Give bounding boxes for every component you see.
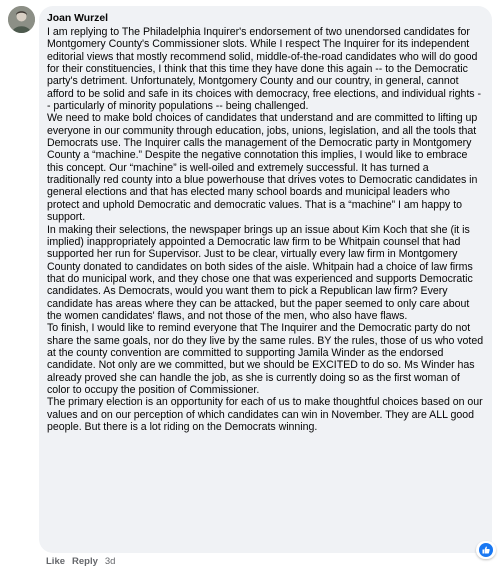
avatar-photo-icon <box>8 6 35 33</box>
avatar[interactable] <box>8 6 35 33</box>
like-icon <box>479 543 493 557</box>
comment-body <box>47 26 484 433</box>
comment-paragraph-1: I am replying to The Philadelphia Inquirer's endorsement of two unendorsed candidates for Montgomery County's Commissioner slots. While I respect The Inquirer for its independent editorial views that mostly recommend solid, middle-of-the-road candidates who will do good for their constituencies, I think that this time they have done this again -- to the Democratic party's detriment. Unfortunately, Montgomery County and our country, in general, cannot afford to be solid and safe in its choices with democracy, free elections, and individual rights -- particularly of minority populations -- being challenged. <box>47 26 481 113</box>
comment-paragraph-2: We need to make bold choices of candidates that understand and are committed to lifting up everyone in our community through education, jobs, unions, legislation, and all the tools that Democrats use. The Inquirer calls the management of the Democratic party in Montgomery County a “machine.” Despite the negative connotation this implies, I would like to embrace this concept. Our “machine” is well-oiled and extremely successful. It has turned a traditionally red county into a blue powerhouse that drives votes to Democratic candidates in general elections and that has elected many school boards and municipal leaders who protect and uphold Democratic and democratic values. That is a “machine” I am happy to support. <box>47 112 478 224</box>
comment-author[interactable]: Joan Wurzel <box>47 13 109 24</box>
comment-timestamp[interactable]: 3d <box>104 556 116 567</box>
reaction-badge[interactable] <box>476 541 496 559</box>
reply-button[interactable]: Reply <box>72 556 98 567</box>
comment-bubble <box>39 6 492 553</box>
like-button[interactable]: Like <box>46 556 66 567</box>
comment-paragraph-3: In making their selections, the newspaper brings up an issue about Kim Koch that she (it is implied) inappropriately appointed a Democratic law firm to be Whitpain counsel that had supported her run for Supervisor. Just to be clear, virtually every law firm in Montgomery County donated to candidates on both sides of the aisle. Whitpain had a choice of law firms that do municipal work, and they chose one that was experienced and supports Democratic candidates. As Democrats, would you want them to pick a Republican law firm? Every candidate has areas where they can be attacked, but the paper seemed to only care about the women candidates' flaws, and not those of the men, who also have flaws. <box>47 223 473 322</box>
comment-paragraph-4: To finish, I would like to remind everyone that The Inquirer and the Democratic party do not share the same goals, nor do they live by the same rules. BY the rules, those of us who voted at the county convention are committed to supporting Jamila Winder as the endorsed candidate. Not only are we committed, but we should be EXCITED to do so. Ms Winder has already proved she can handle the job, as she is currently doing so as the first woman of color to occupy the position of Commissioner. <box>47 322 484 396</box>
comment-actions <box>46 556 115 567</box>
comment-paragraph-5: The primary election is an opportunity for each of us to make thoughtful choices based on our values and on our perception of which candidates can win in November. They are ALL good people. But there is a lot riding on the Democrats winning. <box>47 396 483 433</box>
